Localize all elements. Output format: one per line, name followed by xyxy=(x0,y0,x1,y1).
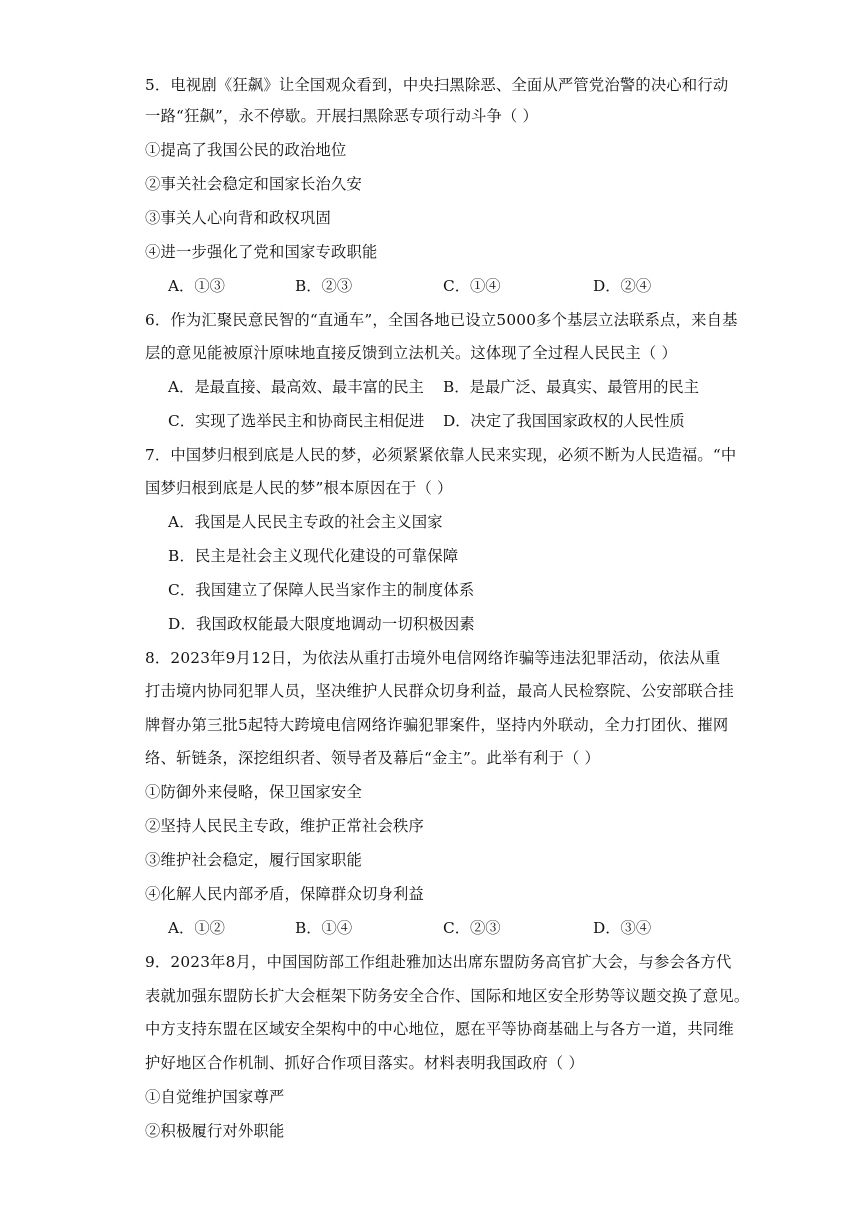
q5-option-c[interactable]: C．①④ xyxy=(443,277,501,295)
q6-stem-line-2: 层的意见能被原汁原味地直接反馈到立法机关。这体现了全过程人民民主（ ） xyxy=(145,344,677,362)
q8-option-a[interactable]: A．①② xyxy=(168,919,225,937)
q8-item-1: ①防御外来侵略，保卫国家安全 xyxy=(145,783,362,801)
q5-option-d[interactable]: D．②④ xyxy=(593,277,652,295)
q9-item-2: ②积极履行对外职能 xyxy=(145,1122,285,1140)
q7-stem-line-1: 7．中国梦归根到底是人民的梦，必须紧紧依靠人民来实现，必须不断为人民造福。“中 xyxy=(145,446,737,464)
q7-option-d[interactable]: D．我国政权能最大限度地调动一切积极因素 xyxy=(168,615,475,633)
q8-stem-line-3: 牌督办第三批5起特大跨境电信网络诈骗犯罪案件，坚持内外联动，全力打团伙、摧网 xyxy=(145,716,729,734)
q8-option-b[interactable]: B．①④ xyxy=(295,919,353,937)
q9-stem-line-4: 护好地区合作机制、抓好合作项目落实。材料表明我国政府（ ） xyxy=(145,1054,584,1072)
q5-item-1: ①提高了我国公民的政治地位 xyxy=(145,141,347,159)
q6-option-d[interactable]: D．决定了我国国家政权的人民性质 xyxy=(443,412,685,430)
q7-option-c[interactable]: C．我国建立了保障人民当家作主的制度体系 xyxy=(168,581,475,599)
q7-stem-line-2: 国梦归根到底是人民的梦”根本原因在于（ ） xyxy=(145,479,453,497)
q5-stem-line-2: 一路“狂飙”，永不停歇。开展扫黑除恶专项行动斗争（ ） xyxy=(145,107,539,125)
q5-option-b[interactable]: B．②③ xyxy=(295,277,353,295)
q8-stem-line-1: 8．2023年9月12日，为依法从重打击境外电信网络诈骗等违法犯罪活动，依法从重 xyxy=(145,649,721,667)
q5-option-a[interactable]: A．①③ xyxy=(168,277,225,295)
q6-option-b[interactable]: B．是最广泛、最真实、最管用的民主 xyxy=(443,378,699,396)
q5-stem-line-1: 5．电视剧《狂飙》让全国观众看到，中央扫黑除恶、全面从严管党治警的决心和行动 xyxy=(145,76,729,94)
q8-option-c[interactable]: C．②③ xyxy=(443,919,501,937)
q5-item-2: ②事关社会稳定和国家长治久安 xyxy=(145,175,362,193)
q9-stem-line-3: 中方支持东盟在区域安全架构中的中心地位，愿在平等协商基础上与各方一道，共同维 xyxy=(145,1020,734,1038)
q8-stem-line-4: 络、斩链条，深挖组织者、领导者及幕后“金主”。此举有利于（ ） xyxy=(145,749,601,767)
q5-item-3: ③事关人心向背和政权巩固 xyxy=(145,209,331,227)
q7-option-b[interactable]: B．民主是社会主义现代化建设的可靠保障 xyxy=(168,547,459,565)
q8-option-d[interactable]: D．③④ xyxy=(593,919,652,937)
q8-item-3: ③维护社会稳定，履行国家职能 xyxy=(145,851,362,869)
q6-stem-line-1: 6．作为汇聚民意民智的“直通车”，全国各地已设立5000多个基层立法联系点，来自基 xyxy=(145,311,738,329)
q5-item-4: ④进一步强化了党和国家专政职能 xyxy=(145,243,378,261)
q9-item-1: ①自觉维护国家尊严 xyxy=(145,1088,285,1106)
q8-stem-line-2: 打击境内协同犯罪人员，坚决维护人民群众切身利益，最高人民检察院、公安部联合挂 xyxy=(145,682,734,700)
q8-item-4: ④化解人民内部矛盾，保障群众切身利益 xyxy=(145,885,424,903)
q6-option-a[interactable]: A．是最直接、最高效、最丰富的民主 xyxy=(168,378,424,396)
q8-item-2: ②坚持人民民主专政，维护正常社会秩序 xyxy=(145,817,424,835)
q7-option-a[interactable]: A．我国是人民民主专政的社会主义国家 xyxy=(168,513,443,531)
q9-stem-line-2: 表就加强东盟防长扩大会框架下防务安全合作、国际和地区安全形势等议题交换了意见。 xyxy=(145,987,750,1005)
q6-option-c[interactable]: C．实现了选举民主和协商民主相促进 xyxy=(168,412,425,430)
q9-stem-line-1: 9．2023年8月，中国国防部工作组赴雅加达出席东盟防务高官扩大会，与参会各方代 xyxy=(145,953,732,971)
